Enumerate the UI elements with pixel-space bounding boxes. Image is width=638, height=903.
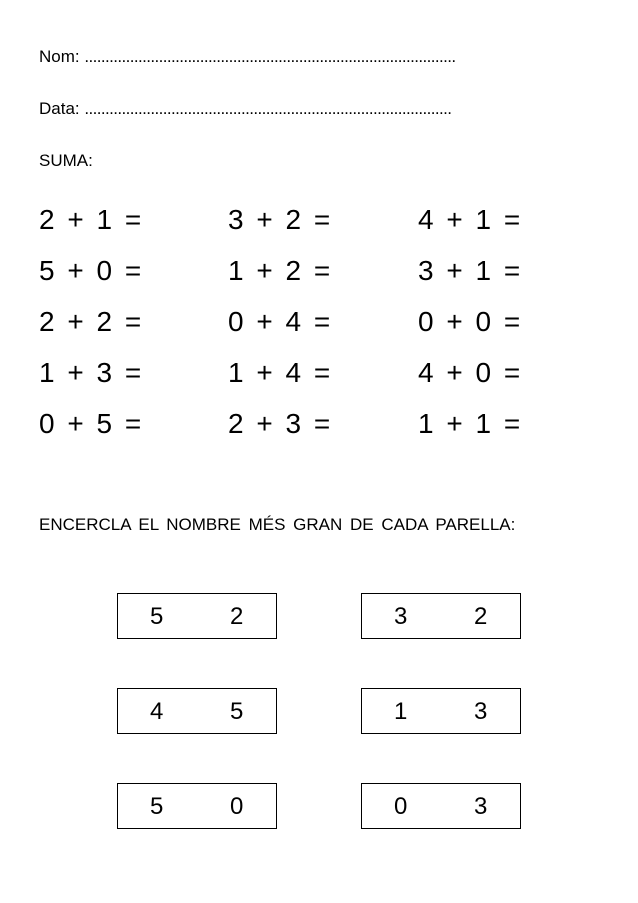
- pair-number[interactable]: 1: [394, 698, 408, 725]
- pair-number[interactable]: 5: [230, 698, 244, 725]
- addition-row: [39, 251, 559, 302]
- addition-grid: [39, 200, 559, 455]
- addition-problem[interactable]: 4 + 0 =: [418, 357, 521, 388]
- number-pair-box: [117, 783, 277, 829]
- name-label: Nom:: [39, 47, 80, 66]
- date-blank-line[interactable]: .........................................................................................: [84, 99, 452, 118]
- pair-number[interactable]: 3: [474, 793, 488, 820]
- name-blank-line[interactable]: ..........................................................................................: [84, 47, 456, 66]
- addition-problem[interactable]: 2 + 1 =: [39, 204, 142, 235]
- number-pair-box: [117, 593, 277, 639]
- pair-number[interactable]: 3: [394, 603, 408, 630]
- pair-number[interactable]: 0: [394, 793, 408, 820]
- name-field[interactable]: [39, 47, 455, 67]
- addition-problem[interactable]: 0 + 4 =: [228, 306, 331, 337]
- addition-problem[interactable]: 1 + 1 =: [418, 408, 521, 439]
- addition-problem[interactable]: 0 + 5 =: [39, 408, 142, 439]
- addition-problem[interactable]: 5 + 0 =: [39, 255, 142, 286]
- compare-instruction: ENCERCLA EL NOMBRE MÉS GRAN DE CADA PARELLA:: [39, 515, 516, 534]
- pair-number[interactable]: 3: [474, 698, 488, 725]
- pair-number[interactable]: 2: [474, 603, 488, 630]
- pair-number[interactable]: 2: [230, 603, 244, 630]
- pair-number[interactable]: 0: [230, 793, 244, 820]
- addition-problem[interactable]: 1 + 4 =: [228, 357, 331, 388]
- pair-number[interactable]: 4: [150, 698, 164, 725]
- number-pair-box: [361, 688, 521, 734]
- addition-problem[interactable]: 2 + 2 =: [39, 306, 142, 337]
- pair-number[interactable]: 5: [150, 603, 164, 630]
- number-pair-box: [117, 688, 277, 734]
- addition-title: SUMA:: [39, 151, 93, 170]
- addition-problem[interactable]: 1 + 2 =: [228, 255, 331, 286]
- addition-row: [39, 353, 559, 404]
- date-label: Data:: [39, 99, 80, 118]
- addition-problem[interactable]: 1 + 3 =: [39, 357, 142, 388]
- date-field[interactable]: [39, 99, 451, 119]
- addition-problem[interactable]: 2 + 3 =: [228, 408, 331, 439]
- addition-problem[interactable]: 3 + 2 =: [228, 204, 331, 235]
- number-pair-box: [361, 593, 521, 639]
- addition-problem[interactable]: 4 + 1 =: [418, 204, 521, 235]
- addition-row: [39, 302, 559, 353]
- addition-row: [39, 404, 559, 455]
- pair-number[interactable]: 5: [150, 793, 164, 820]
- addition-problem[interactable]: 0 + 0 =: [418, 306, 521, 337]
- number-pair-box: [361, 783, 521, 829]
- addition-problem[interactable]: 3 + 1 =: [418, 255, 521, 286]
- addition-row: [39, 200, 559, 251]
